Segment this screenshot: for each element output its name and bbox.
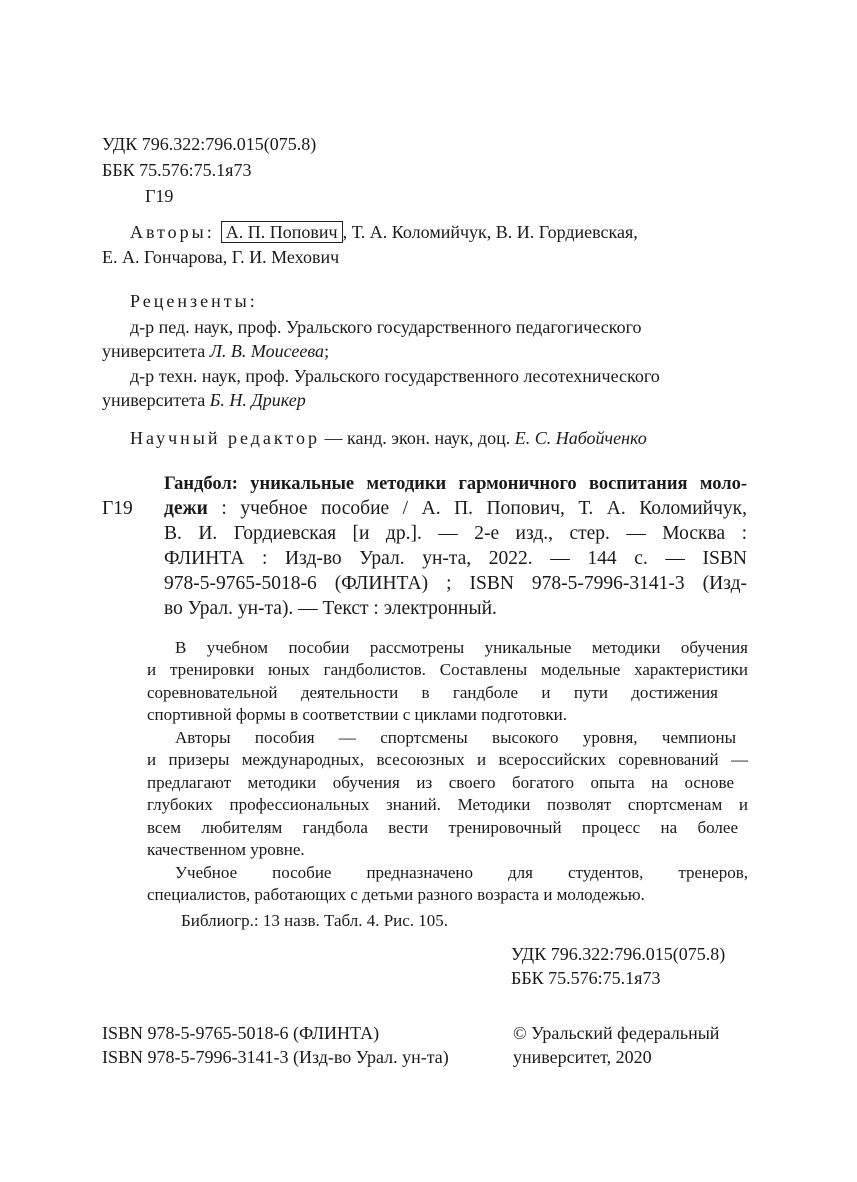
reviewer-1-end: ; [324,341,330,361]
abstract-p2-line-4: глубоких профессиональных знаний. Методики позволят спортсменам и [147,795,748,814]
abstract-p2-line-3: предлагают методики обучения из своего богатого опыта на основе [147,773,734,792]
bib-line-3: В. И. Гордиевская [и др.]. — 2-е изд., стер. — Москва : [164,523,747,544]
scientific-editor [130,427,647,449]
abstract-p2-line-1: Авторы пособия — спортсмены высокого уровня, чемпионы [175,728,736,747]
reviewer-2-line-2 [102,389,306,411]
abstract-p3-line-2: специалистов, работающих с детьми разного возраста и молодежью. [147,885,645,904]
reviewer-1-name: Л. В. Моисеева [209,341,325,361]
reviewer-1-line-1: д-р пед. наук, проф. Уральского государственного педагогического [130,317,642,337]
authors-line-2: Е. А. Гончарова, Г. И. Мехович [102,247,340,267]
bib-line-5: 978-5-9765-5018-6 (ФЛИНТА) ; ISBN 978-5-7996-3141-3 (Изд- [164,573,747,594]
reviewer-2-affil: университета [102,390,210,410]
udk-code: УДК 796.322:796.015(075.8) [102,134,317,154]
abstract-biblio: Библиогр.: 13 назв. Табл. 4. Рис. 105. [181,911,449,930]
reviewer-2-line-1: д-р техн. наук, проф. Уральского государственного лесотехнического [130,366,660,386]
reviewer-1-affil: университета [102,341,210,361]
abstract-p2-line-6: качественном уровне. [147,840,305,859]
authors-line-1: Авторы: А. П. Попович , Т. А. Коломийчук, В. И. Гордиевская, [130,222,638,242]
abstract-p3-line-1: Учебное пособие предназначено для студентов, тренеров, [175,863,748,882]
editor-text: — канд. экон. наук, доц. [320,428,515,448]
bbk-code: ББК 75.576:75.1я73 [102,160,252,180]
authors-label: Авторы: [130,222,215,242]
bib-line-4: ФЛИНТА : Изд-во Урал. ун-та, 2022. — 144 с. — ISBN [164,548,747,569]
reviewer-2-name: Б. Н. Дрикер [209,390,306,410]
authors-rest: Т. А. Коломийчук, В. И. Гордиевская, [351,222,638,242]
reviewer-1-line-2 [102,340,329,362]
isbn-ural: ISBN 978-5-7996-3141-3 (Изд-во Урал. ун-та) [102,1047,449,1067]
copyright-line-1: © Уральский федеральный [513,1023,720,1043]
bib-title-end: дежи [164,498,208,519]
copyright-line-2: университет, 2020 [513,1047,652,1067]
editor-label: Научный редактор [130,428,321,448]
abstract-p1-line-2: и тренировки юных гандболистов. Составлены модельные характеристики [147,660,748,679]
bib-line-2-rest: : учебное пособие / А. П. Попович, Т. А. Коломийчук, [207,498,747,519]
abstract-p1-line-1: В учебном пособии рассмотрены уникальные методики обучения [175,638,748,657]
author-highlighted[interactable]: А. П. Попович [221,221,343,243]
footer-udk-code: УДК 796.322:796.015(075.8) [511,944,726,964]
abstract-p2-line-5: всем любителям гандбола вести тренировочный процесс на более [147,818,738,837]
reviewers-label: Рецензенты: [130,291,258,311]
author-sign-code: Г19 [145,186,174,206]
editor-name: Е. С. Набойченко [514,428,647,448]
bib-line-6: во Урал. ун-та). — Текст : электронный. [164,598,497,619]
abstract-p1-line-4: спортивной формы в соответствии с циклами подготовки. [147,705,567,724]
footer-bbk-code: ББК 75.576:75.1я73 [511,968,661,988]
abstract-p1-line-3: соревновательной деятельности в гандболе и пути достижения [147,683,718,702]
bib-line-2 [164,497,747,521]
isbn-flinta: ISBN 978-5-9765-5018-6 (ФЛИНТА) [102,1023,380,1043]
bib-code: Г19 [102,498,133,519]
abstract-p2-line-2: и призеры международных, всесоюзных и всероссийских соревнований — [147,750,748,769]
bib-title-line-1: Гандбол: уникальные методики гармоничного воспитания моло- [164,474,747,494]
